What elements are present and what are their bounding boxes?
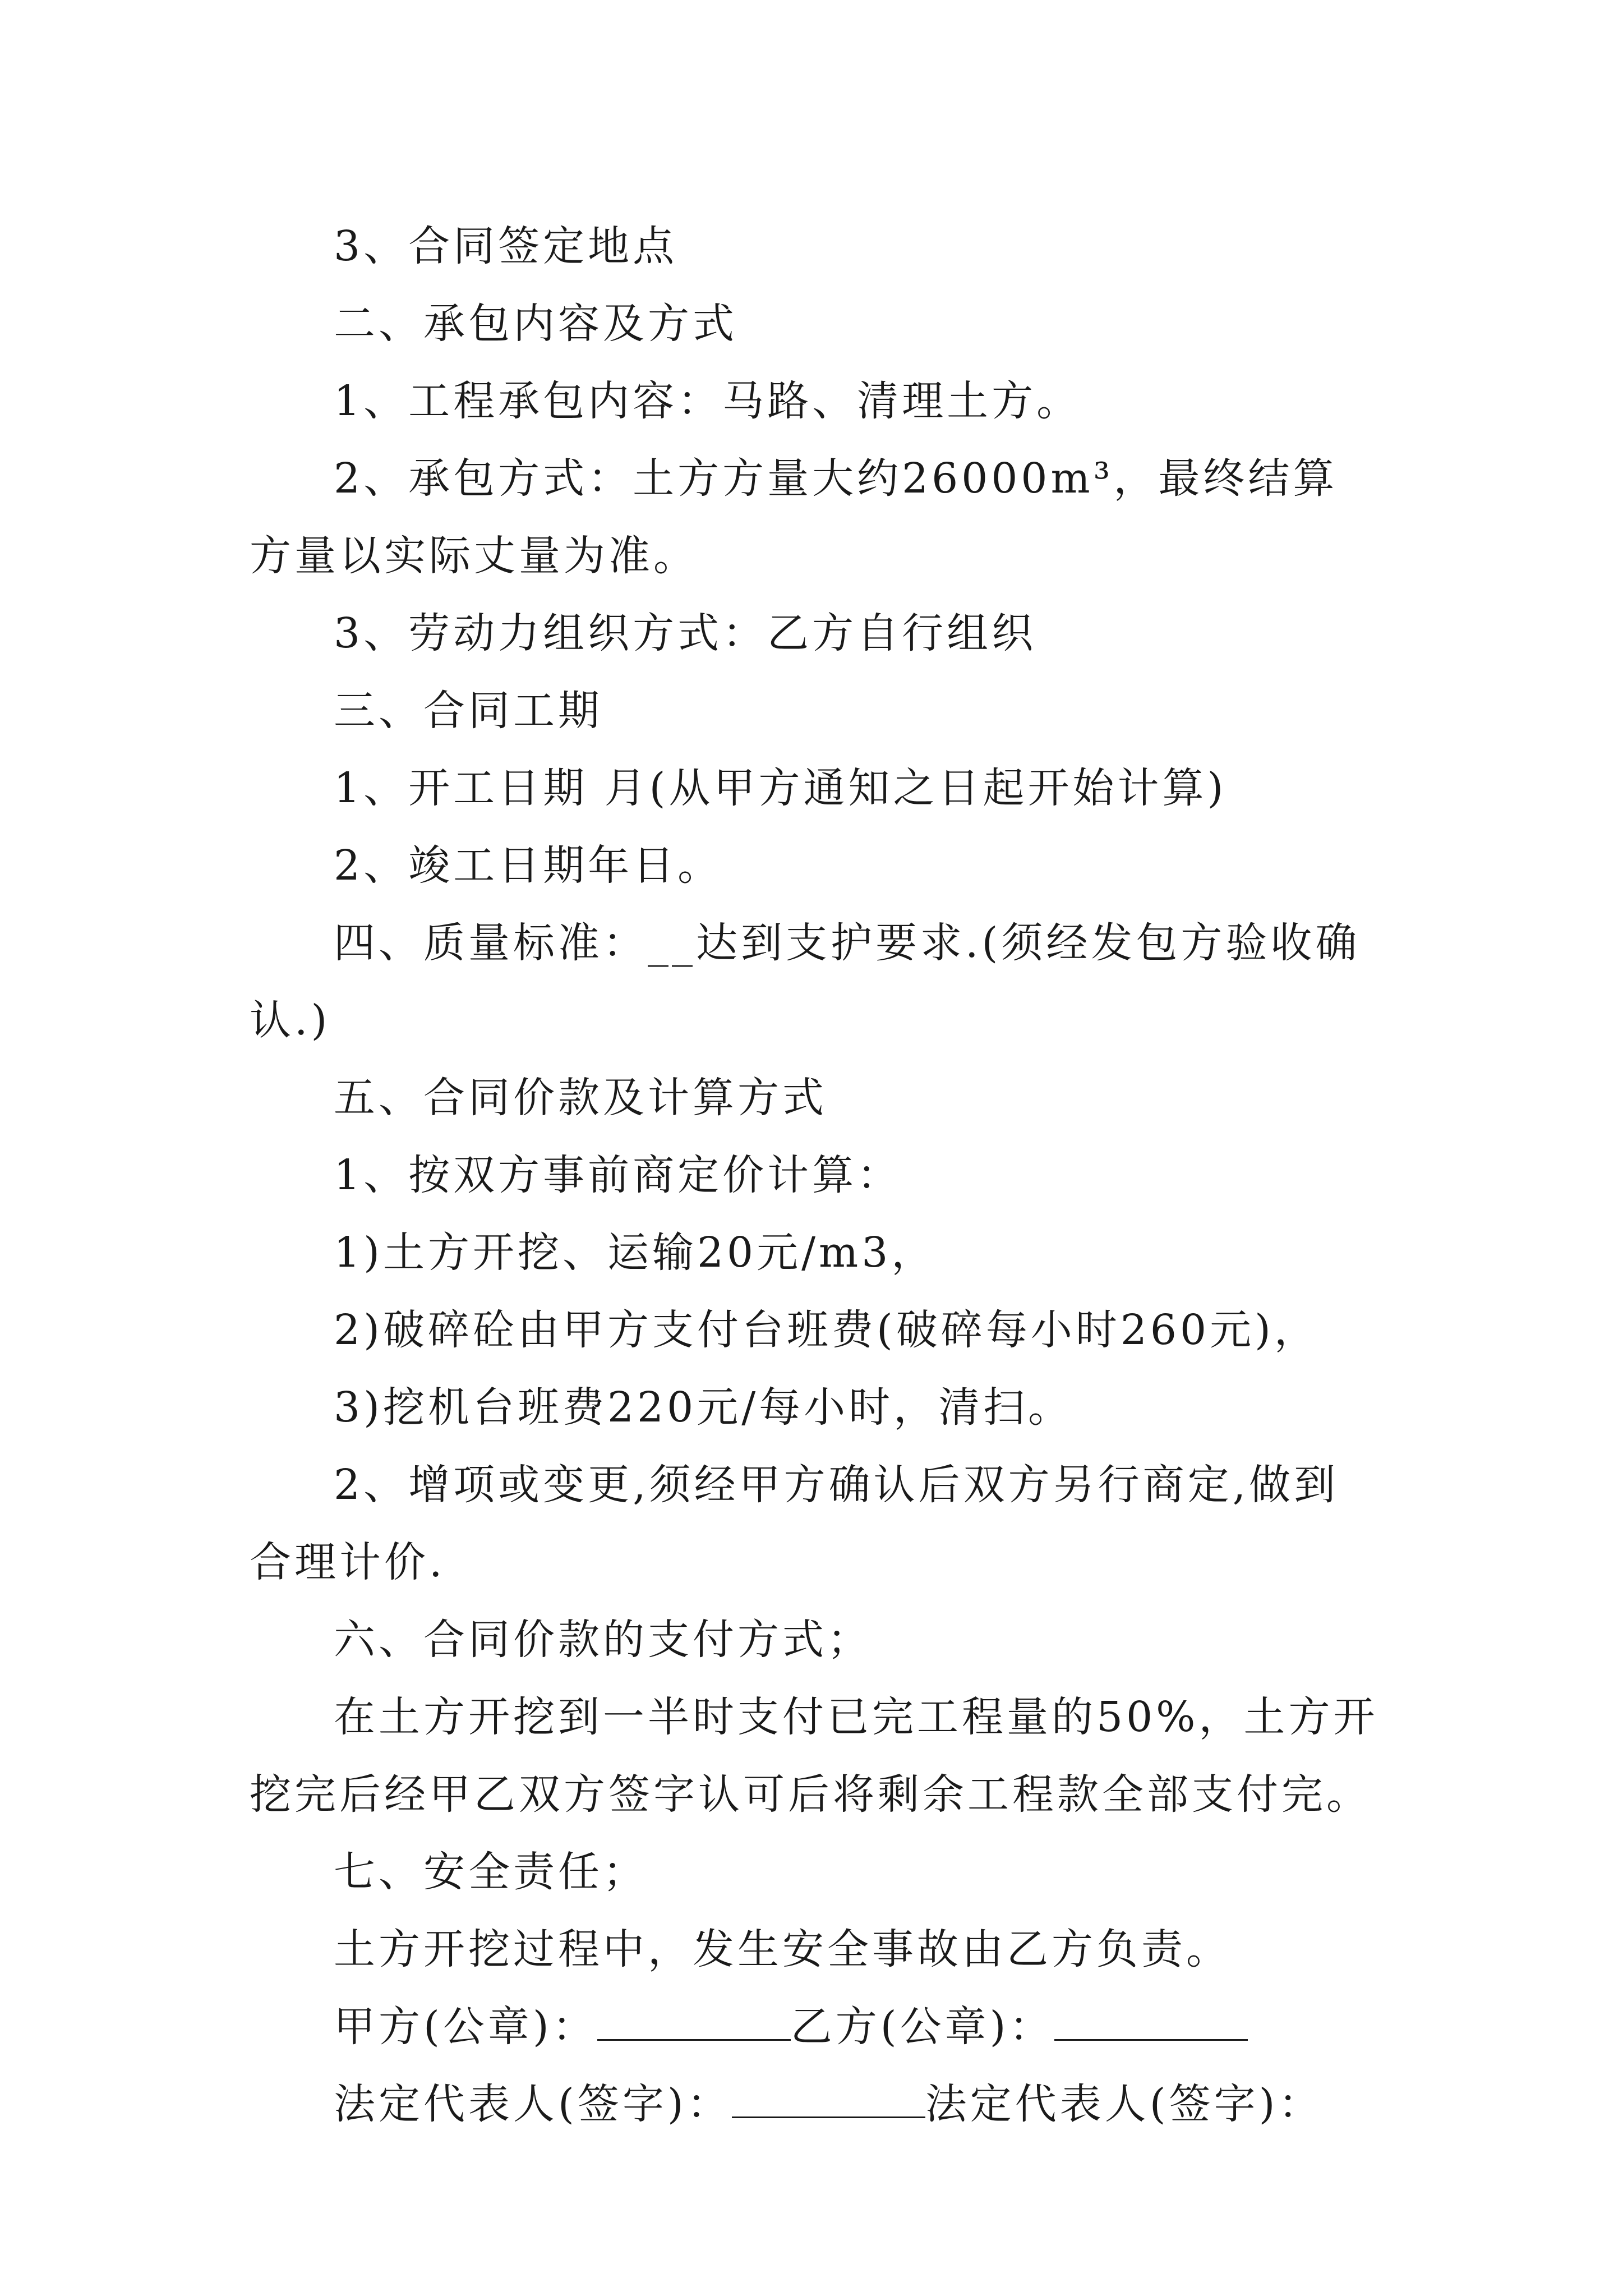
paragraph: 3)挖机台班费220元/每小时，清扫。 [334,1383,1073,1432]
paragraph: 2、增项或变更,须经甲方确认后双方另行商定,做到合理计价. [250,1461,1339,1586]
paragraph: 3、合同签定地点 [334,222,678,270]
paragraph: 土方开挖过程中，发生安全事故由乙方负责。 [334,1925,1231,1973]
paragraph: 2)破碎砼由甲方支付台班费(破碎每小时260元)， [334,1306,1319,1354]
paragraph: 1)土方开挖、运输20元/m3， [334,1228,937,1277]
paragraph: 1、工程承包内容：马路、清理土方。 [334,377,1082,425]
paragraph: 2、竣工日期年日。 [334,841,723,890]
section-heading: 三、合同工期 [334,687,603,735]
seal-signature-row [250,1988,1382,2065]
party-b-rep-label: 法定代表人(签字)： [925,2080,1324,2128]
paragraph: 1、开工日期 月(从甲方通知之日起开始计算) [334,764,1227,812]
party-a-seal-blank [597,2004,791,2041]
paragraph: 2、承包方式：土方方量大约26000m³，最终结算方量以实际丈量为准。 [250,454,1338,580]
party-a-rep-blank [732,2082,925,2118]
paragraph: 1、按双方事前商定价计算： [334,1151,902,1199]
party-b-seal-label: 乙方(公章)： [790,2003,1054,2051]
party-a-seal-label: 甲方(公章)： [334,2003,597,2051]
party-b-seal-blank [1054,2004,1248,2041]
paragraph: 3、劳动力组织方式：乙方自行组织 [334,609,1037,657]
section-heading: 七、安全责任； [334,1848,648,1896]
paragraph: 在土方开挖到一半时支付已完工程量的50%，土方开挖完后经甲乙双方签字认可后将剩余工程款全部支付完。 [250,1693,1378,1819]
document-body [250,208,1382,2143]
section-heading: 五、合同价款及计算方式 [334,1074,827,1122]
section-heading: 六、合同价款的支付方式； [334,1616,872,1664]
party-a-rep-label: 法定代表人(签字)： [334,2080,732,2128]
section-heading: 四、质量标准：__达到支护要求.(须经发包方验收确认.) [250,919,1361,1045]
section-heading: 二、承包内容及方式 [334,300,737,348]
representative-signature-row [250,2065,1382,2143]
